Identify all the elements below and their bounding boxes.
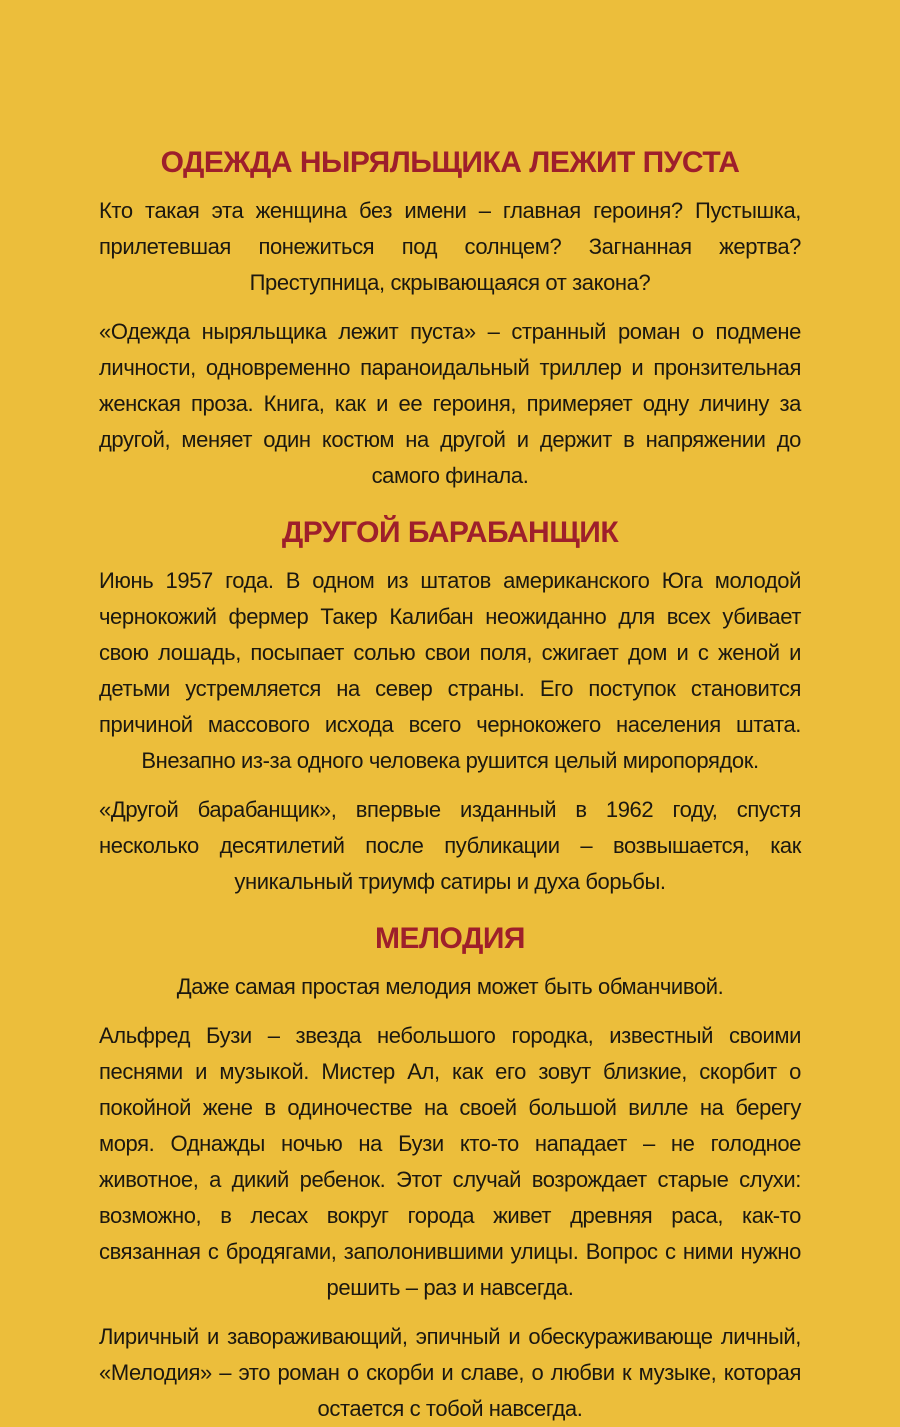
section-drugoy-barabanshchik — [99, 516, 801, 900]
section-title-melodiya: МЕЛОДИЯ — [375, 922, 525, 955]
paragraph: Альфред Бузи – звезда небольшого городка, известный своими песнями и музыкой. Мистер Ал, как его зовут близкие, скорбит о покойной жене в одиночестве на своей большой вилле на берегу моря. Однажды ночью на Бузи кто-то нападает – не голодное животное, а дикий ребенок. Этот случай возрождает старые слухи: возможно, в лесах вокруг города живет древняя раса, как-то связанная с бродягами, заполонившими улицы. Вопрос с ними нужно решить – раз и навсегда. — [99, 1023, 801, 1300]
section-title-drugoy-barabanshchik: ДРУГОЙ БАРАБАНЩИК — [281, 516, 619, 549]
paragraph: «Одежда ныряльщика лежит пуста» – странный роман о подмене личности, одновременно параноидальный триллер и пронзительная женская проза. Книга, как и ее героиня, примеряет одну личину за другой, меняет один костюм на другой и держит в напряжении до самого финала. — [99, 319, 801, 488]
paragraph: «Другой барабанщик», впервые изданный в 1962 году, спустя несколько десятилетий после публикации – возвышается, как уникальный триумф сатиры и духа борьбы. — [99, 797, 801, 894]
section-odezhda-nyryalshchika — [99, 146, 801, 494]
section-melodiya — [99, 922, 801, 1427]
book-annotation-page — [99, 0, 801, 1427]
paragraph: Июнь 1957 года. В одном из штатов американского Юга молодой чернокожий фермер Такер Калибан неожиданно для всех убивает свою лошадь, посыпает солью свои поля, сжигает дом и с женой и детьми устремляется на север страны. Его поступок становится причиной массового исхода всего чернокожего населения штата. Внезапно из-за одного человека рушится целый миропорядок. — [99, 568, 801, 773]
paragraph: Лиричный и завораживающий, эпичный и обескураживающе личный, «Мелодия» – это роман о скорби и славе, о любви к музыке, которая остается с тобой навсегда. — [99, 1324, 801, 1421]
paragraph: Кто такая эта женщина без имени – главная героиня? Пустышка, прилетевшая понежиться под солнцем? Загнанная жертва? Преступница, скрывающаяся от закона? — [99, 198, 801, 295]
section-title-odezhda-nyryalshchika: ОДЕЖДА НЫРЯЛЬЩИКА ЛЕЖИТ ПУСТА — [160, 146, 740, 179]
paragraph: Даже самая простая мелодия может быть обманчивой. — [176, 974, 724, 999]
